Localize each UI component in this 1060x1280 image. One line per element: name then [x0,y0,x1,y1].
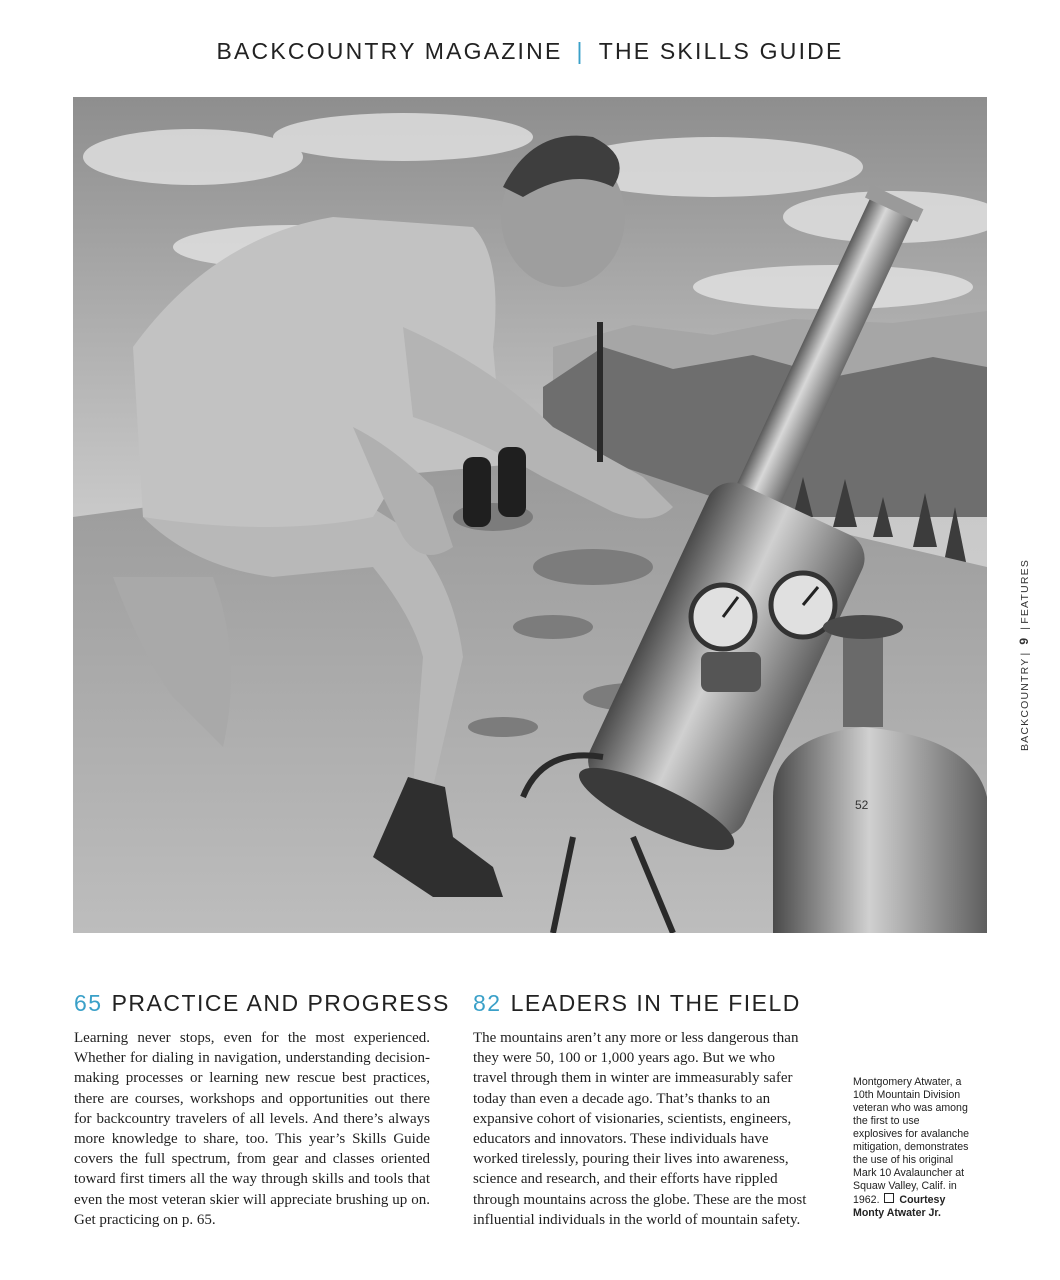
folio-magazine: BACKCOUNTRY [1019,657,1031,752]
svg-text:52: 52 [855,798,869,812]
section-body-leaders: The mountains aren’t any more or less dangerous than they were 50, 100 or 1,000 years ago. But we who travel through them in winter are immeasurably safer today than even a decade ago. That’s thanks to an expansive cohort of visionaries, scientists, engineers, educators and innovators. These individuals have worked tirelessly, pouring their lives into awareness, science and research, and their efforts have rippled through mountains across the globe. These are the most influential individuals in the world of mountain safety. [473,1030,807,1228]
caption-text: Montgomery Atwater, a 10th Mountain Division veteran who was among the first to use explosives for avalanche mitigation, demonstrates the use of his original Mark 10 Avalauncher at Squaw Valley, Calif. in 1962. [853,1076,970,1206]
page-header [0,38,1060,65]
section-page-number: 82 [473,990,502,1016]
photo-illustration [73,97,987,933]
feature-photo [73,97,987,933]
photo-credit: Courtesy Monty Atwater Jr. [853,1194,946,1219]
section-page-number: 65 [74,990,103,1016]
section-heading-leaders [473,990,801,1017]
section-body-practice: Learning never stops, even for the most experienced. Whether for dialing in navigation, understanding decision-making processes or learning new rescue best practices, there are courses, workshops and opportunities out there for backcountry travelers of all levels. And there’s always more knowledge to share, too. This year’s Skills Guide covers the full spectrum, from gear and classes oriented toward first timers all the way through skills and tools that even the most veteran skier will appreciate brushing up on. Get practicing on p. 65. [74,1030,430,1228]
section-heading-practice [74,990,450,1017]
camera-icon [884,1193,894,1203]
folio-page-number: 9 [1017,636,1031,645]
page-folio: BACKCOUNTRY|9|FEATURES [1017,558,1031,752]
magazine-name: BACKCOUNTRY MAGAZINE [216,38,563,64]
wooden-post [597,322,603,462]
guide-title: THE SKILLS GUIDE [598,38,844,64]
section-title: LEADERS IN THE FIELD [510,990,801,1016]
section-title: PRACTICE AND PROGRESS [111,990,450,1016]
photo-caption [853,1076,971,1220]
folio-section: FEATURES [1019,558,1031,624]
header-separator: | [576,38,585,64]
